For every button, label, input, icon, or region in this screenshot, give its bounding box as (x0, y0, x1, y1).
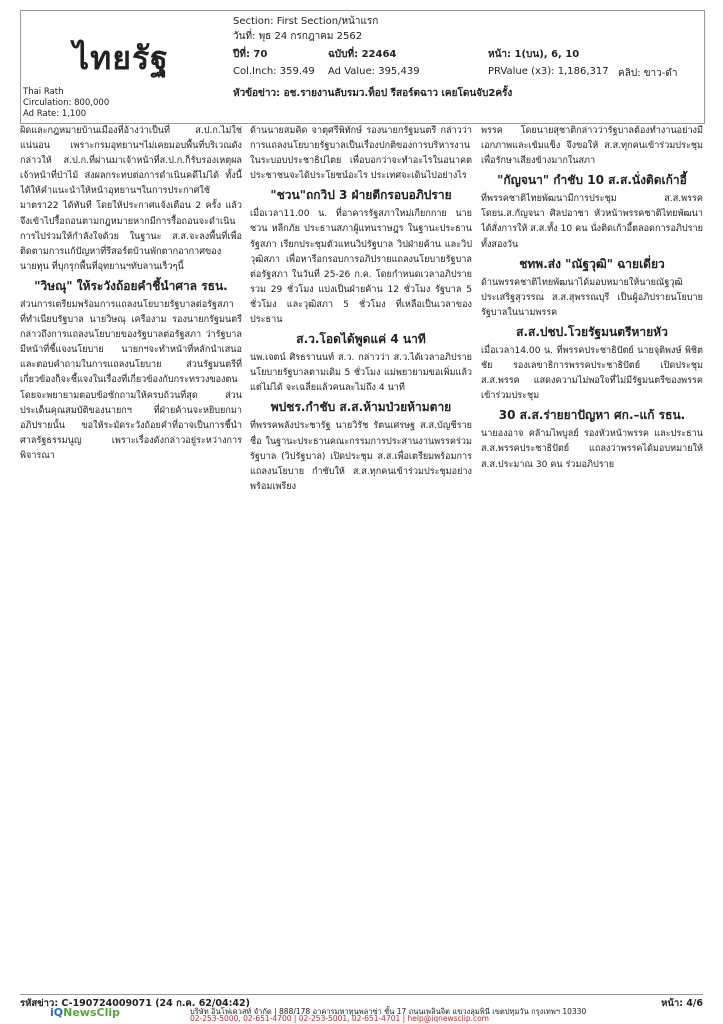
issue: ฉบับที่: 22464 (328, 49, 397, 60)
paragraph: ผิดและกฎหมายบ้านเมืองที่อ้างว่าเป็นที่ ส.ป.ก.ไม่ใช่แน่นอน เพราะกรมอุทยานฯไม่เคยมอบพื้นที่บริเวณดังกล่าวให้ ส.ป.ก.ที่ผ่านมาเจ้าหน้าที่ส.ป.ก.ก็รับรองเหตุผลเจ้าหน้าที่ป่าไม้ ส่งผลกระทบต่อการดำเนินคดีไม่ได้ ทั้งนี้ ได้ให้คำแนะนำให้หน้าอุทยานฯในการประกาศใช้มาตรา22 ได้ทันที โดยให้ประกาศแจ้งเตือน 2 ครั้ง แล้วจึงเข้าไปรื้อถอนตามกฎหมายหากมีการรื้อถอนจะดำเนินการไปร่วมให้กำลังใจด้วย ในฐานะ ส.ส.จะลงพื้นที่เพื่อติดตามการแก้ปัญหาที่รีสอร์ตบ้านพักตากอากาศของนายทุน ที่บุกรุกพื้นที่อุทยานฯทับลานเร็วๆนี้ (20, 126, 242, 272)
clip-meta (233, 11, 703, 121)
subheading: ชทพ.ส่ง "ณัฐวุฒิ" ฉายเดี่ยว (519, 256, 665, 271)
paragraph: เมื่อเวลา11.00 น. ที่อาคารรัฐสภาใหม่เกียกกาย นายชวน หลีกภัย ประธานสภาผู้แทนราษฎร ในฐานะประธานรัฐสภา เรียกประชุมตัวแทนวิปรัฐบาล วิปฝ่ายค้าน และวิปวุฒิสภา เพื่อหารือกรอบการอภิปรายแถลงนโยบายรัฐบาลต่อรัฐสภา ในวันที่ 25-26 ก.ค. โดยกำหนดเวลาอภิปรายรวม 29 ชั่วโมง แบ่งเป็นฝ่ายค้าน 12 ชั่วโมง รัฐบาล 5 ชั่วโมง และวุฒิสภา 5 ชั่วโมง ที่เหลือเป็นเวลาของประธาน (250, 209, 472, 326)
article-column-1 (20, 124, 242, 992)
paragraph: ด้านนายสมคิด จาตุศรีพิทักษ์ รองนายกรัฐมนตรี กล่าวว่า การแถลงนโยบายรัฐบาลเป็นเรื่องปกติของการบริหารงานในระบอบประชาธิปไตย เพื่อบอกว่าจะทำอะไรในอนาคต ประชาชนจะได้ประโยชน์อะไร ประเทศจะเดินไปอย่างไร (250, 126, 472, 182)
footer-divider (20, 994, 703, 995)
subheading: "ชวน"ถกวิป 3 ฝ่ายตีกรอบอภิปราย (270, 188, 452, 203)
page-number: หน้า: 4/6 (661, 998, 703, 1009)
section: Section: First Section/หน้าแรก (233, 16, 379, 27)
paragraph: นายองอาจ คล้ามไพบูลย์ รองหัวหน้าพรรค และประธาน ส.ส.พรรคประชาธิปัตย์ แถลงว่าพรรคได้มอบหมายให้ ส.ส.ประมาณ 30 คน ร่วมอภิปราย (481, 429, 703, 470)
ad-rate: Ad Rate: 1,100 (23, 109, 87, 119)
clip-color: คลิป: ขาว-ดำ (618, 68, 678, 79)
date: วันที่: พุธ 24 กรกฎาคม 2562 (233, 31, 363, 42)
pr-value: PRValue (x3): 1,186,317 (488, 66, 609, 77)
circulation: Circulation: 800,000 (23, 98, 110, 108)
news-id: รหัสข่าว: C-190724009071 (24 ก.ค. 62/04:42) (20, 998, 250, 1009)
subheading: "กัญจนา" กำชับ 10 ส.ส.นั่งติดเก้าอี้ (497, 173, 687, 188)
subheading: "วิษณุ" ให้ระวังถ้อยคำชี้นำศาล รธน. (34, 278, 228, 293)
paragraph: นพ.เจตน์ ศิรธรานนท์ ส.ว. กล่าวว่า ส.ว.ได้เวลาอภิปรายนโยบายรัฐบาลตามเดิม 5 ชั่วโมง แม่พยายามขอเพิ่มแล้วแต่ไม่ได้ จะเฉลี่ยแล้วคนละไม่ถึง 4 นาที (250, 353, 472, 394)
subheading: 30 ส.ส.ร่ายยาปัญหา ศก.–แก้ รธน. (498, 408, 686, 423)
paragraph: พรรค โดยนายสุชาติกล่าวว่ารัฐบาลต้องทำงานอย่างมีเอกภาพและเข้มแข็ง จึงขอให้ ส.ส.ทุกคนเข้าร่วมประชุมเพื่อรักษาเสียงข้างมากในสภา (481, 126, 703, 167)
paragraph: ที่พรรคชาติไทยพัฒนามีการประชุม ส.ส.พรรค โดยน.ส.กัญจนา ศิลปอาชา หัวหน้าพรรคชาติไทยพัฒนา ได้สั่งการให้ ส.ส.ทั้ง 10 คน นั่งติดเก้าอี้ตลอดการอภิปรายทั้งสองวัน (481, 194, 703, 250)
iqnewsclip-logo: iQNewsClip (50, 1006, 120, 1019)
paragraph: ส่วนการเตรียมพร้อมการแถลงนโยบายรัฐบาลต่อรัฐสภา ที่ทำเนียบรัฐบาล นายวิษณุ เครืองาม รองนายกรัฐมนตรี กล่าวถึงการแถลงนโยบายของรัฐบาลต่อรัฐสภา ว่ารัฐบาลมีหน้าที่ชี้แจงนโยบาย นายกฯจะทำหน้าที่หลักนำเสนอและตอบคำถามในการแถลงนโยบาย ส่วนรัฐมนตรีที่เกี่ยวข้องก็จะชี้แจงในเรื่องที่เกี่ยวข้องกับกระทรวงของตน โดยจะพยายามตอบข้อซักถามให้ครบถ้วนที่สุด ส่วนประเด็นคุณสมบัติของนายกฯ ที่ฝ่ายค้านจะหยิบยกมาอภิปรายนั้น ขอให้ระมัดระวังถ้อยคำที่อาจเป็นการชี้นำศาลรัฐธรรมนูญ เพราะเรื่องดังกล่าวอยู่ระหว่างการพิจารณา (20, 299, 242, 461)
article-column-2 (250, 124, 472, 992)
publication-logo-box (21, 11, 231, 121)
subheading: ส.ว.โอดได้พูดแค่ 4 นาที (296, 332, 426, 347)
headline: หัวข้อข่าว: อช.รายงานลับรมว.ท็อป รีสอร์ตฉาว เคยโดนจับ2ครั้ง (233, 88, 513, 99)
paragraph: ที่พรรคพลังประชารัฐ นายวิรัช รัตนเศรษฐ ส.ส.บัญชีรายชื่อ ในฐานะประธานคณะกรรมการประสานงานพรรคร่วมรัฐบาล (วิปรัฐบาล) เปิดประชุม ส.ส.เพื่อเตรียมพร้อมการแถลงนโยบาย กำชับให้ ส.ส.ทุกคนเข้าร่วมประชุมอย่างพร้อมเพรียง (250, 421, 472, 492)
publication-logo: ไทยรัฐ (73, 39, 169, 77)
year: ปีที่: 70 (233, 49, 268, 60)
paragraph: เมื่อเวลา14.00 น. ที่พรรคประชาธิปัตย์ นายจุติพงษ์ พิชิตชัย รองเลขาธิการพรรคประชาธิปัตย์ เปิดประชุม ส.ส.พรรค แสดงความไม่พอใจที่ไม่มีรัฐมนตรีของพรรคเข้าร่วมประชุม (481, 345, 703, 402)
col-inch: Col.Inch: 359.49 (233, 66, 315, 77)
paragraph: ด้านพรรคชาติไทยพัฒนาได้มอบหมายให้นายณัฐวุฒิ ประเสริฐสุวรรณ ส.ส.สุพรรณบุรี เป็นผู้อภิปรายนโยบายรัฐบาลในนามพรรค (481, 277, 703, 318)
company-info: บริษัท อินโฟเควสท์ จำกัด | 888/178 อาคารมหาทุนพลาซ่า ชั้น 17 ถนนเพลินจิต แขวงลุมพินี เขตปทุมวัน กรุงเทพฯ 10330 (190, 1007, 587, 1016)
clip-header (20, 10, 705, 124)
subheading: พปชร.กำชับ ส.ส.ห้ามป่วยห้ามตาย (270, 400, 452, 415)
article-body (20, 124, 703, 992)
publication-name: Thai Rath (23, 87, 64, 97)
contact-info: 02-253-5000, 02-651-4700 | 02-253-5001, 02-651-4701 | help@iqnewsclip.com (190, 1014, 489, 1023)
subheading: ส.ส.ปชป.โวยรัฐมนตรีหายหัว (516, 324, 668, 339)
clip-footer (20, 994, 703, 1022)
page: หน้า: 1(บน), 6, 10 (488, 49, 580, 60)
ad-value: Ad Value: 395,439 (328, 66, 420, 77)
article-column-3 (481, 124, 703, 992)
